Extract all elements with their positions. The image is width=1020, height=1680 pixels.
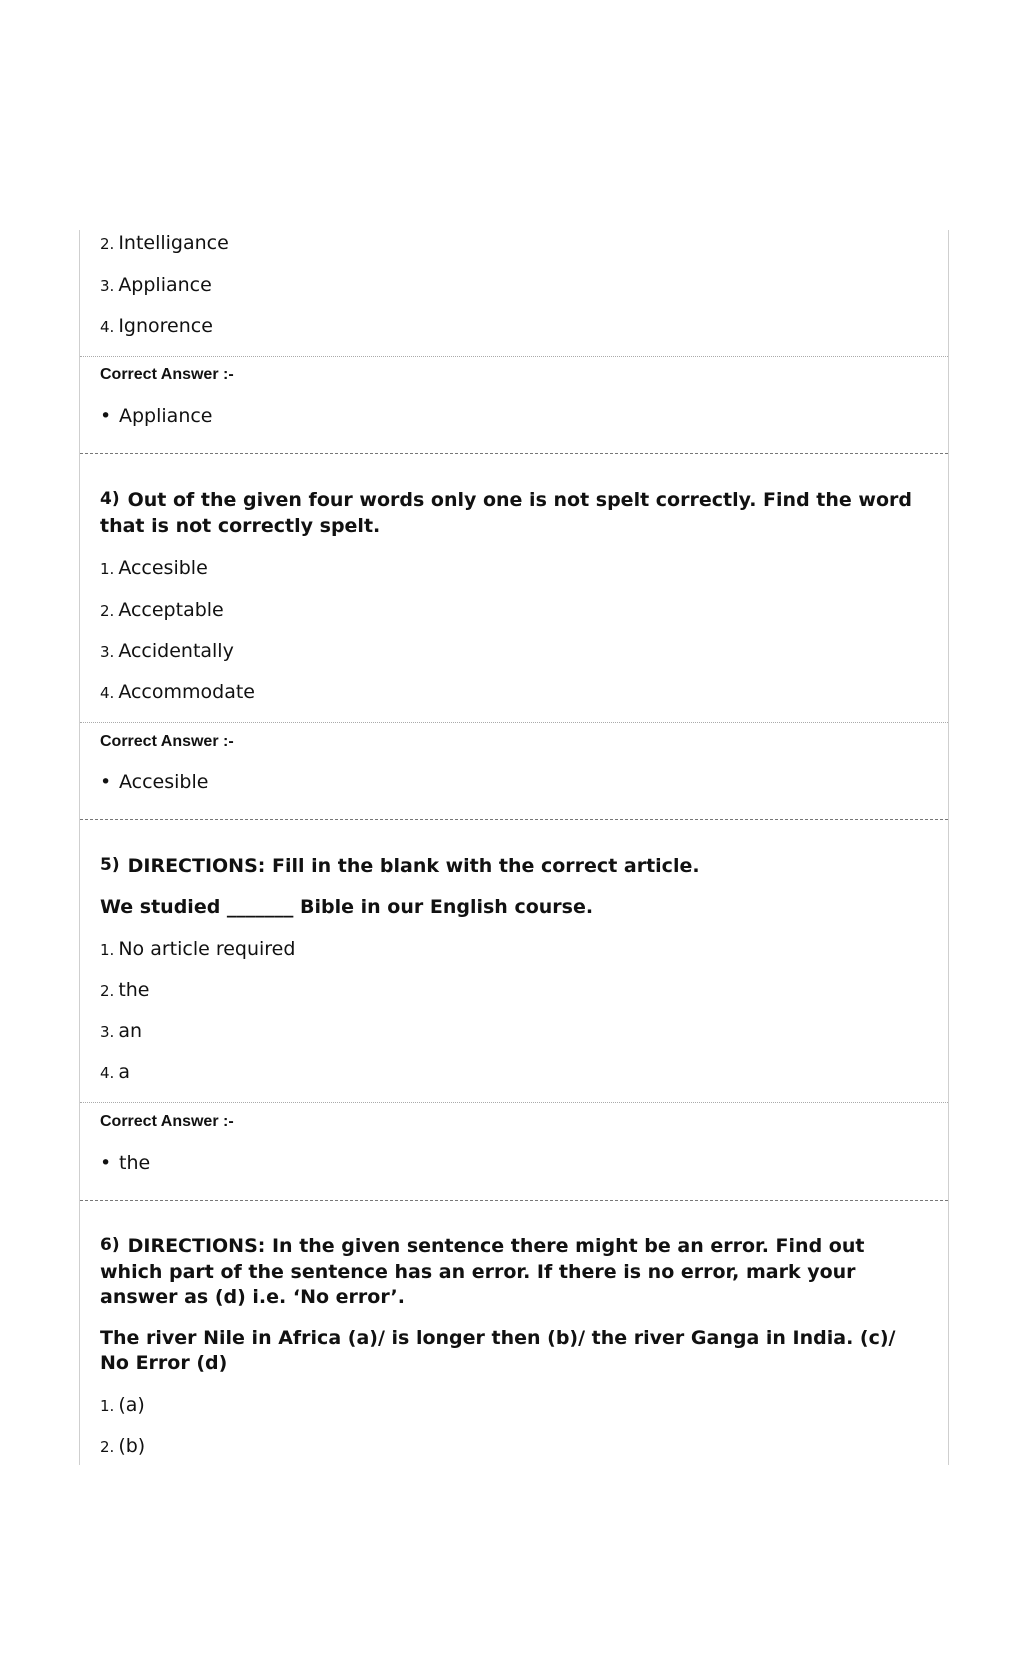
option-text: Intelligance — [118, 232, 229, 254]
correct-answer — [100, 1152, 150, 1174]
question-text: DIRECTIONS: Fill in the blank with the correct article. — [127, 855, 700, 877]
q4-question — [100, 488, 930, 539]
q4-option-1 — [100, 557, 208, 579]
divider — [80, 1102, 948, 1103]
q6-sentence: The river Nile in Africa (a)/ is longer then (b)/ the river Ganga in India. (c)/ No Error (d) — [100, 1327, 896, 1374]
divider — [80, 356, 948, 357]
option-number: 3. — [100, 277, 115, 295]
option-number: 1. — [100, 941, 115, 959]
option-number: 1. — [100, 1397, 115, 1415]
bullet-icon: • — [100, 1152, 112, 1174]
correct-answer — [100, 405, 213, 427]
q5-option-2 — [100, 979, 150, 1001]
option-number: 2. — [100, 982, 115, 1000]
question-paper-frame — [79, 230, 949, 1465]
q3-option-4 — [100, 315, 213, 337]
q5-question — [100, 854, 930, 880]
option-text: Appliance — [118, 274, 212, 296]
q4-option-3 — [100, 640, 234, 662]
option-text: Ignorence — [118, 315, 213, 337]
option-text: (b) — [118, 1435, 146, 1457]
correct-answer-text: Appliance — [119, 405, 213, 427]
option-number: 4. — [100, 684, 115, 702]
option-text: Accidentally — [118, 640, 234, 662]
option-number: 2. — [100, 1438, 115, 1456]
option-text: (a) — [118, 1394, 145, 1416]
correct-answer-label: Correct Answer :- — [100, 366, 234, 383]
question-text: DIRECTIONS: In the given sentence there might be an error. Find out which part of the sentence has an error. If there is no error, mark your answer as (d) i.e. ‘No error’. — [100, 1235, 865, 1308]
bullet-icon: • — [100, 405, 112, 427]
q6-option-2 — [100, 1435, 145, 1457]
option-number: 2. — [100, 235, 115, 253]
option-number: 1. — [100, 560, 115, 578]
question-number: 5) — [100, 855, 120, 875]
option-text: a — [118, 1061, 130, 1083]
option-number: 2. — [100, 602, 115, 620]
bullet-icon: • — [100, 771, 112, 793]
q5-sentence: We studied _______ Bible in our English course. — [100, 896, 594, 918]
q3-option-3 — [100, 274, 212, 296]
q5-option-4 — [100, 1061, 130, 1083]
option-number: 3. — [100, 1023, 115, 1041]
option-text: Acceptable — [118, 599, 224, 621]
option-text: Accommodate — [118, 681, 255, 703]
option-text: No article required — [118, 938, 296, 960]
question-number: 6) — [100, 1235, 120, 1255]
q6-question — [100, 1234, 930, 1310]
option-text: the — [118, 979, 150, 1001]
correct-answer-text: the — [119, 1152, 151, 1174]
q4-option-2 — [100, 599, 224, 621]
question-text: Out of the given four words only one is not spelt correctly. Find the word that is not correctly spelt. — [100, 489, 912, 537]
option-number: 3. — [100, 643, 115, 661]
option-number: 4. — [100, 1064, 115, 1082]
q6-option-1 — [100, 1394, 145, 1416]
option-text: Accesible — [118, 557, 208, 579]
divider — [80, 722, 948, 723]
correct-answer-text: Accesible — [119, 771, 209, 793]
q5-option-1 — [100, 938, 295, 960]
question-separator — [80, 1200, 948, 1201]
option-text: an — [118, 1020, 142, 1042]
q3-option-2 — [100, 232, 229, 254]
correct-answer-label: Correct Answer :- — [100, 1113, 234, 1130]
correct-answer — [100, 771, 208, 793]
correct-answer-label: Correct Answer :- — [100, 733, 234, 750]
option-number: 4. — [100, 318, 115, 336]
question-separator — [80, 819, 948, 820]
q5-option-3 — [100, 1020, 142, 1042]
q4-option-4 — [100, 681, 255, 703]
question-separator — [80, 453, 948, 454]
question-number: 4) — [100, 489, 120, 509]
